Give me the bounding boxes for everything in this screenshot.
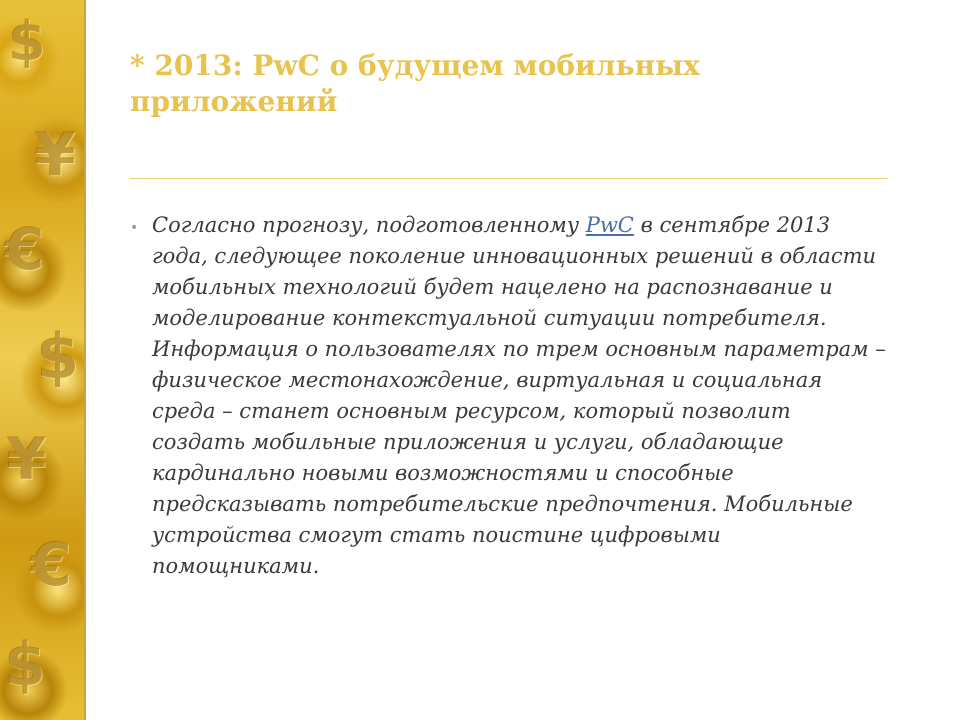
gold-currency-decoration (0, 0, 84, 720)
title-divider (130, 178, 888, 179)
slide-title: * 2013: PwC о будущем мобильных приложений (130, 49, 700, 118)
currency-glyph: $ (36, 320, 80, 393)
currency-glyph: € (4, 215, 45, 283)
bullet-item (130, 210, 890, 582)
bullet-text-after: в сентябре 2013 года, следующее поколение инновационных решений в области мобильных технологий будет нацелено на распознавание и моделирование контекстуальной ситуации потребителя. Информация о пользователях по трем основным параметрам – физическое местонахождение, виртуальная и социальная среда – станет основным ресурсом, который позволит создать мобильные приложения и услуги, обладающие кардинально новыми возможностями и способные предсказывать потребительские предпочтения. Мобильные устройства смогут стать поистине цифровыми помощниками. (152, 213, 886, 578)
currency-glyph: $ (8, 10, 46, 73)
currency-glyph: € (30, 530, 72, 600)
pwc-link[interactable]: PwC (585, 213, 634, 237)
bullet-marker: • (130, 220, 139, 236)
bullet-text-before: Согласно прогнозу, подготовленному (152, 213, 586, 237)
currency-glyph: ¥ (6, 425, 47, 493)
side-band-edge (84, 0, 86, 720)
currency-glyph: $ (4, 630, 46, 700)
currency-glyph: ¥ (34, 120, 76, 190)
bullet-text (152, 210, 887, 582)
